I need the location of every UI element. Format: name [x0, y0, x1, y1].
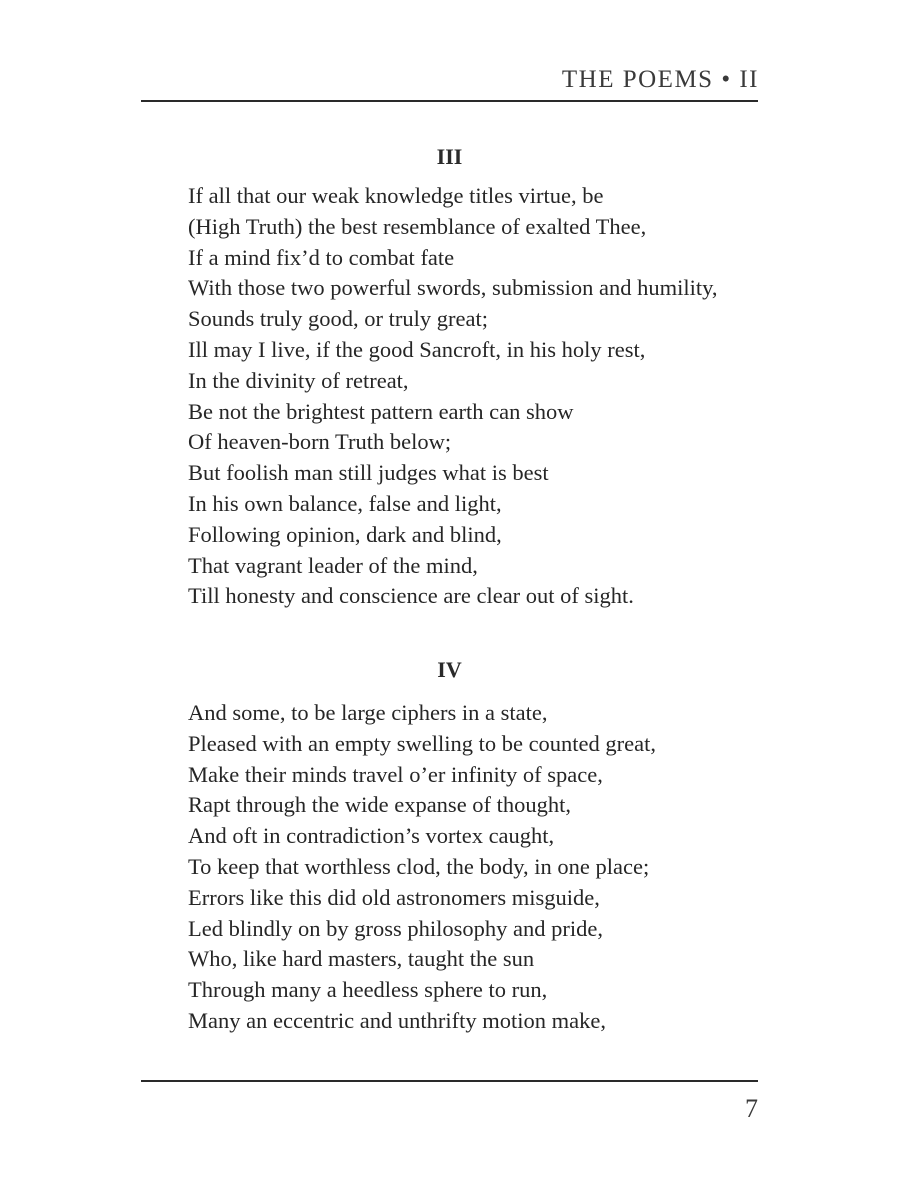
footer-rule [141, 1080, 758, 1082]
stanza-number-iii: III [436, 144, 463, 169]
poem-line: Led blindly on by gross philosophy and pride, [188, 915, 603, 941]
running-head: THE POEMS • II [561, 66, 759, 93]
poem-line: With those two powerful swords, submission and humility, [188, 275, 718, 301]
poem-line: In his own balance, false and light, [188, 490, 502, 516]
poem-line: Be not the brightest pattern earth can show [188, 398, 574, 424]
poem-line: To keep that worthless clod, the body, in one place; [188, 853, 650, 879]
poem-line: Sounds truly good, or truly great; [188, 306, 488, 332]
poem-line: And oft in contradiction’s vortex caught, [188, 823, 555, 849]
header-rule [141, 100, 758, 102]
poem-line: Till honesty and conscience are clear out of sight. [188, 583, 634, 609]
poem-line: Pleased with an empty swelling to be counted great, [188, 730, 657, 756]
poem-line: If a mind fix’d to combat fate [188, 244, 455, 270]
poem-line: Many an eccentric and unthrifty motion make, [188, 1007, 606, 1033]
poem-line: (High Truth) the best resemblance of exalted Thee, [188, 213, 647, 239]
poem-line: Of heaven-born Truth below; [188, 429, 452, 455]
stanza-iv [188, 698, 778, 1037]
poem-line: Rapt through the wide expanse of thought, [188, 792, 572, 818]
page-number: 7 [745, 1094, 758, 1123]
poem-line: But foolish man still judges what is best [188, 460, 549, 486]
poem-line: And some, to be large ciphers in a state, [188, 700, 548, 725]
poem-line: Through many a heedless sphere to run, [188, 977, 548, 1003]
poem-line: In the divinity of retreat, [188, 367, 409, 393]
poem-line: If all that our weak knowledge titles virtue, be [188, 183, 604, 208]
poem-line: Who, like hard masters, taught the sun [188, 946, 535, 972]
poem-line: Errors like this did old astronomers misguide, [188, 884, 600, 910]
stanza-iii [188, 181, 778, 612]
poem-line: Following opinion, dark and blind, [188, 521, 502, 547]
poem-line: That vagrant leader of the mind, [188, 552, 478, 578]
stanza-number-iv: IV [437, 657, 462, 682]
poem-line: Ill may I live, if the good Sancroft, in his holy rest, [188, 336, 646, 362]
poem-line: Make their minds travel o’er infinity of space, [188, 761, 603, 787]
